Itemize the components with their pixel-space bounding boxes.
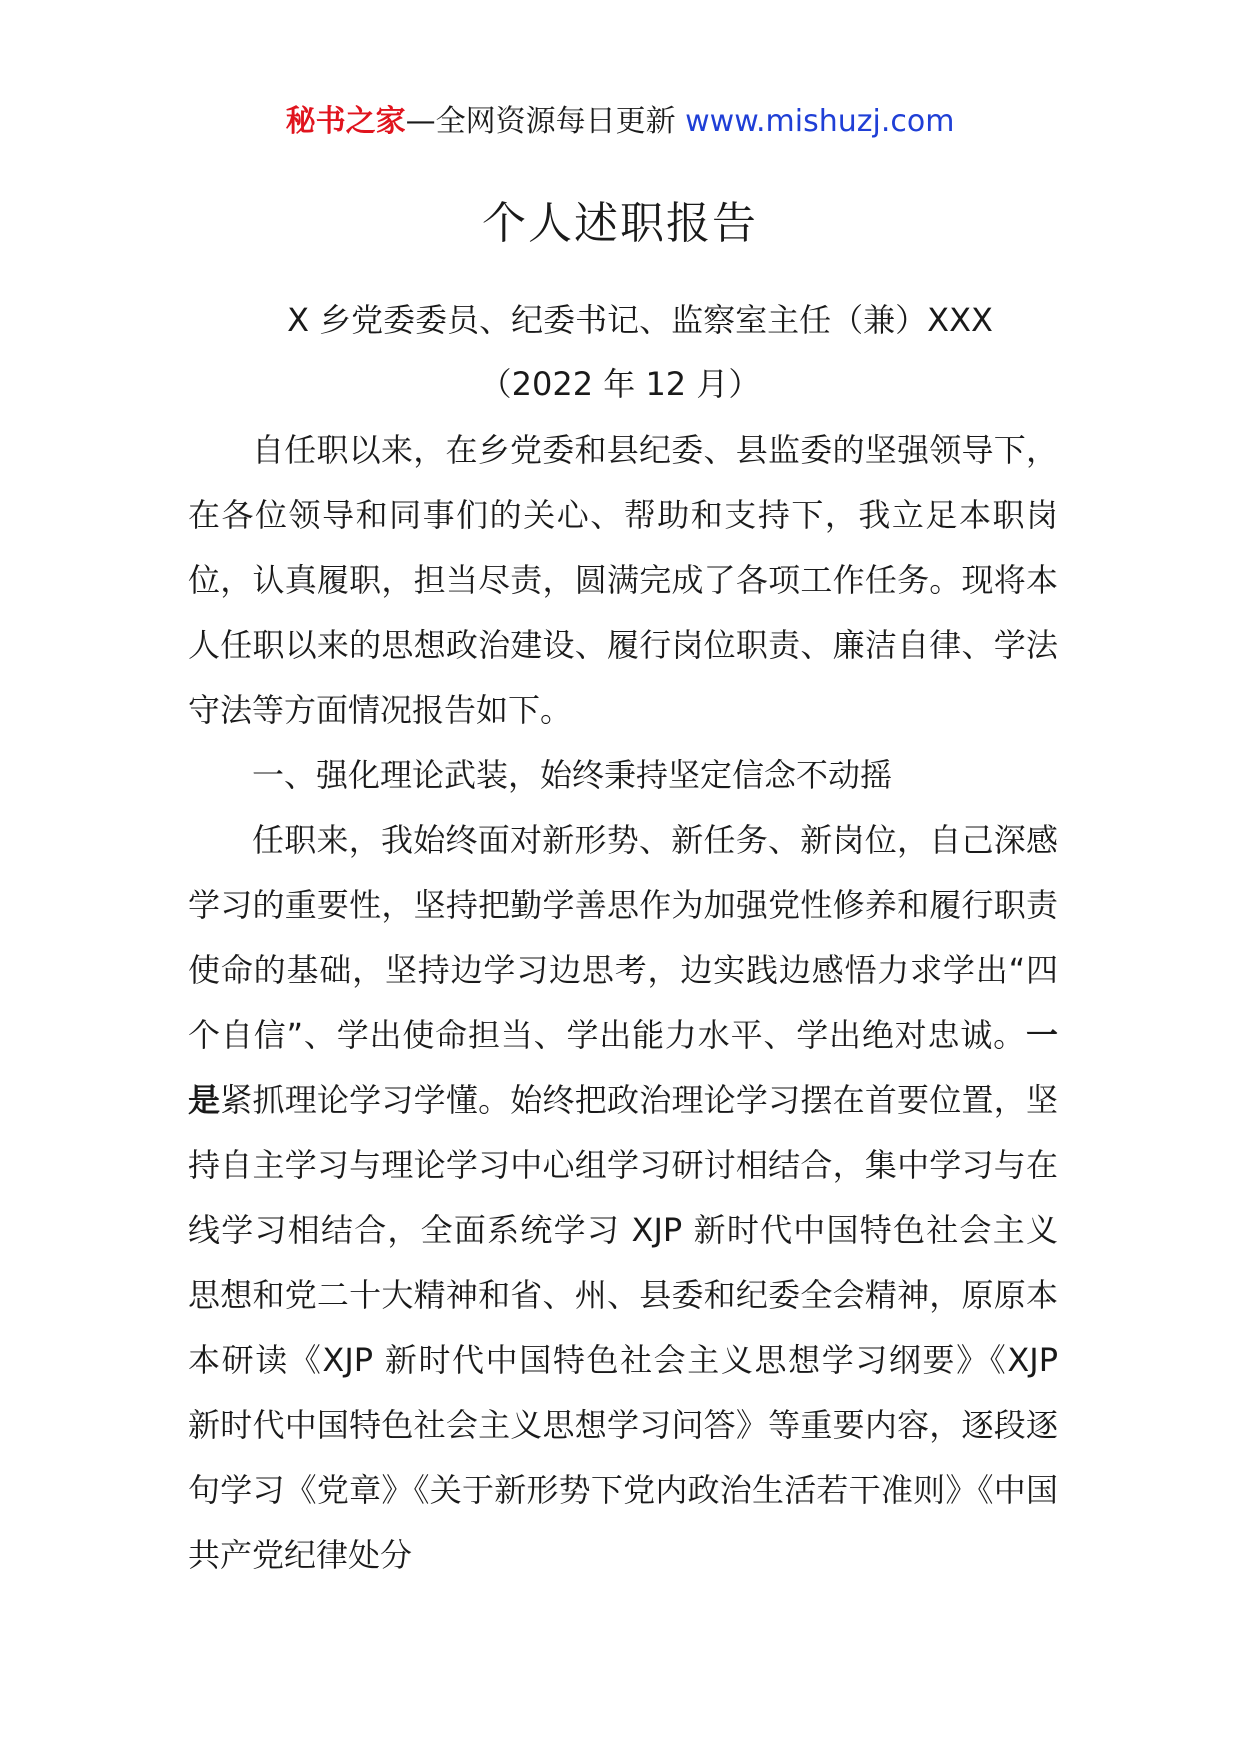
brand-name: 秘书之家 xyxy=(285,104,406,139)
site-header xyxy=(0,102,1240,142)
report-date: （2022 年 12 月） xyxy=(479,365,761,403)
section-1-text-a: 任职来，我始终面对新形势、新任务、新岗位，自己深感学习的重要性，坚持把勤学善思作为加强党性修养和履行职责使命的基础，坚持边学习边思考，边实践边感悟力求学出“四个自信”、学出使命担当、学出能力水平、学出绝对忠诚。 xyxy=(188,821,1058,1054)
intro-paragraph: 自任职以来，在乡党委和县纪委、县监委的坚强领导下，在各位领导和同事们的关心、帮助和支持下，我立足本职岗位，认真履职，担当尽责，圆满完成了各项工作任务。现将本人任职以来的思想政治建设、履行岗位职责、廉洁自律、学法守法等方面情况报告如下。 xyxy=(188,431,1058,729)
section-1-bold-marker: 一是 xyxy=(188,1016,1058,1119)
header-tagline: —全网资源每日更新 xyxy=(405,104,676,139)
section-1-text-b: 紧抓理论学习学懂。始终把政治理论学习摆在首要位置，坚持自主学习与理论学习中心组学习研讨相结合，集中学习与在线学习相结合，全面系统学习 XJP 新时代中国特色社会主义思想和党二十大精神和省、州、县委和纪委全会精神，原原本本研读《XJP 新时代中国特色社会主义思想学习纲要》《XJP 新时代中国特色社会主义思想学习问答》等重要内容，逐段逐句学习《党章》《关于新形势下党内政治生活若干准则》《中国共产党纪律处分 xyxy=(188,1081,1058,1574)
section-1-heading: 一、强化理论武装，始终秉持坚定信念不动摇 xyxy=(252,756,893,794)
author-byline: X 乡党委委员、纪委书记、监察室主任（兼）XXX xyxy=(287,301,993,339)
document-title: 个人述职报告 xyxy=(482,198,758,249)
document-body xyxy=(188,418,1058,1588)
site-url-link[interactable]: www.mishuzj.com xyxy=(685,104,955,139)
section-1-paragraph xyxy=(188,808,1058,1588)
